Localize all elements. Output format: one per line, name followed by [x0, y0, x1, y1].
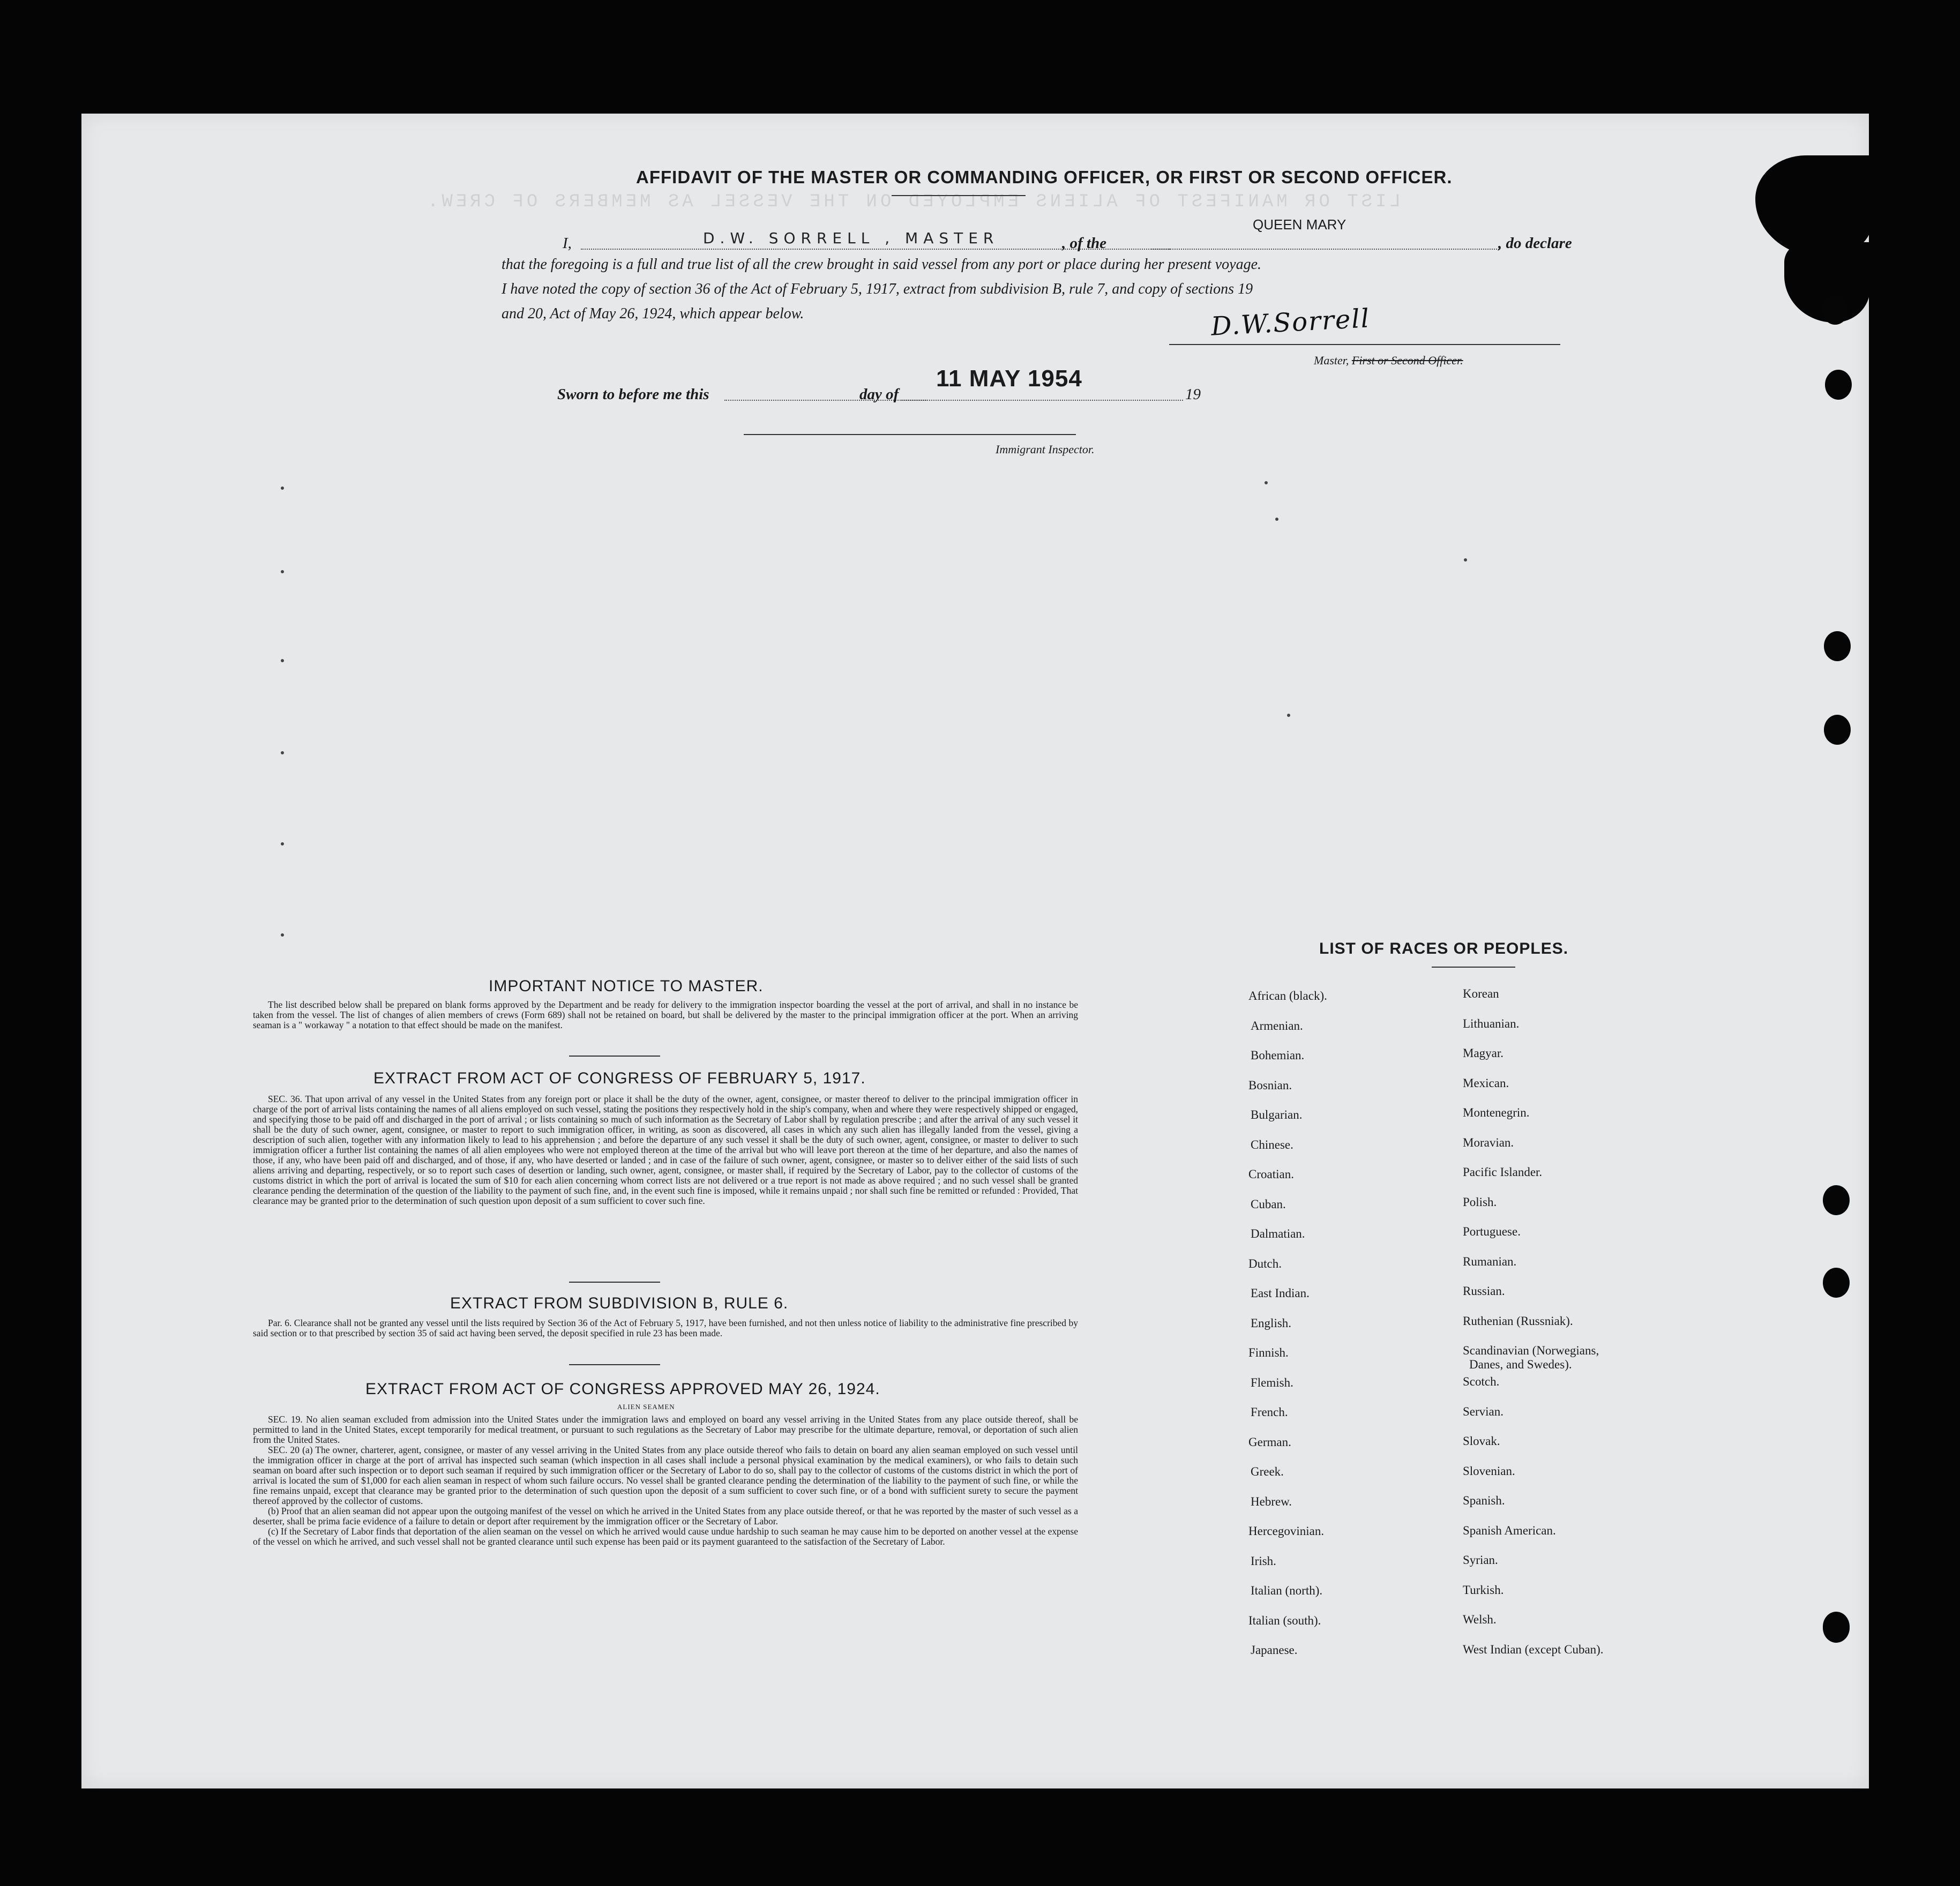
sec-36-paragraph: SEC. 36. That upon arrival of any vessel in the United States from any foreign port or place it shall be the duty of the owner, agent, consignee, or master thereof to deliver to the principal immigration officer in charge of the port of arrival lists containing the names of all aliens employed on such vessel, stating the positions they respectively hold in the ship's company, when and where they were respectively shipped or engaged, and specifying those to be paid off and discharged in the port of arrival ; or lists containing so much of such information as the Secretary of Labor shall by regulation prescribe ; and after the arrival of any such vessel it shall be the duty of such owner, agent, consignee, or master to report to such immigration officer, in writing, as soon as discovered, all cases in which any such alien has illegally landed from the vessel, giving a description of such alien, together with any information likely to lead to his apprehension ; and before the departure of any such vessel it shall be the duty of such owner, agent, consignee, or master to deliver to such immigration officer a further list containing the names of all alien employees who were not employed thereon at the time of the arrival but who will leave port thereon at the time of her departure, and also the names of those, if any, who have been paid off and discharged, and of those, if any, who have deserted or landed ; and in case of the failure of such owner, agent, consignee, or master so to deliver either of the said lists of such aliens arriving and departing, respectively, or so to report such cases of desertion or landing, such owner, agent, consignee, or master shall, if required by the Secretary of Labor, pay to the collector of customs of the customs district in which the port of arrival is located the sum of $10 for each alien concerning whom correct lists are not delivered or a true report is not made as above required ; and no such vessel shall be granted clearance pending the determination of the question of the liability to the payment of such fine, and, in the event such fine is imposed, while it remains unpaid ; nor shall such fine be remitted or refunded : Provided, That clearance may be granted prior to the determination of such question upon deposit of a sum sufficient to cover such fine. [253, 1094, 1078, 1206]
race-item: Scandinavian (Norwegians, [1463, 1344, 1599, 1357]
race-item: Finnish. [1248, 1346, 1289, 1359]
race-item: English. [1251, 1316, 1292, 1330]
race-item: Spanish American. [1463, 1523, 1556, 1537]
of-the-label: , of the [1062, 235, 1106, 252]
race-item: Hercegovinian. [1248, 1524, 1325, 1538]
race-item: Dalmatian. [1251, 1227, 1305, 1240]
notice-paragraph: The list described below shall be prepared on blank forms approved by the Department and be ready for delivery to the immigration inspector boarding the vessel at the port of arrival, and shall in no instance be taken from the vessel. The list of changes of alien members of crews (Form 689) shall not be retained on board, but shall be delivered by the master to the principal immigration officer at the port. When an arriving seaman is a " workaway " a notation to that effect should be made on the manifest. [253, 999, 1078, 1030]
statement-line-2: I have noted the copy of section 36 of the Act of February 5, 1917, extract from subdivision B, rule 7, and copy of sections 19 [502, 281, 1253, 297]
race-item: Bohemian. [1251, 1049, 1305, 1062]
race-item: Cuban. [1251, 1197, 1286, 1211]
race-item: Slovak. [1463, 1434, 1500, 1448]
race-item: Ruthenian (Russniak). [1463, 1314, 1573, 1328]
day-of-label: day of [859, 386, 899, 403]
extract-1924-heading: EXTRACT FROM ACT OF CONGRESS APPROVED MAY 26, 1924. [365, 1380, 880, 1398]
race-item: Mexican. [1463, 1076, 1509, 1090]
race-item: Turkish. [1463, 1583, 1504, 1597]
race-item: Italian (north). [1251, 1584, 1323, 1597]
race-item: Syrian. [1463, 1553, 1498, 1567]
race-item: Scotch. [1463, 1375, 1500, 1388]
sec-20a-paragraph: SEC. 20 (a) The owner, charterer, agent, consignee, or master of any vessel arriving in the United States from any place outside thereof who fails to detain on board any alien seaman employed on such vessel until the immigration officer in charge at the port of arrival has inspected such seaman (which inspection in all cases shall include a personal physical examination by the medical examiners), or who fails to detain such seaman on board after such inspection or to deport such seaman if required by such immigration officer or the Secretary of Labor to do so, shall pay to the collector of customs of the customs district in which the port of arrival is located the sum of $1,000 for each alien seaman in respect of whom such failure occurs. No vessel shall be granted clearance pending the determination of the liability to the payment of such fine, or while the fine remains unpaid, except that clearance may be granted prior to the determination of such question upon the deposit of a sum sufficient to cover such fine, or of a bond with sufficient surety to secure the payment thereof approved by the collector of customs. [253, 1445, 1078, 1506]
vessel-name-field: QUEEN MARY [1253, 216, 1346, 233]
race-item: Russian. [1463, 1284, 1505, 1298]
affidavit-heading: AFFIDAVIT OF THE MASTER OR COMMANDING OFFICER, OR FIRST OR SECOND OFFICER. [636, 167, 1453, 187]
race-item: Flemish. [1251, 1375, 1293, 1389]
punch-hole [1824, 631, 1851, 661]
race-item: Pacific Islander. [1463, 1165, 1543, 1179]
extract-rule6-heading: EXTRACT FROM SUBDIVISION B, RULE 6. [450, 1294, 789, 1312]
sec-20c-paragraph: (c) If the Secretary of Labor finds that deportation of the alien seaman on the vessel on which he arrived would cause undue hardship to such seaman he may cause him to be deported on another vessel at the expense of the vessel on which he arrived, and such vessel shall not be granted clearance until such expense has been paid or its payment guaranteed to the satisfaction of the Secretary of Labor. [253, 1526, 1078, 1547]
punch-hole [1823, 1268, 1850, 1298]
race-item: Croatian. [1248, 1167, 1294, 1181]
races-heading: LIST OF RACES OR PEOPLES. [1319, 940, 1569, 957]
do-declare-label: , do declare [1498, 235, 1572, 252]
sec-20b-paragraph: (b) Proof that an alien seaman did not appear upon the outgoing manifest of the vessel on which he arrived in the United States from any place outside thereof, or that he was reported by the master of such vessel as a deserter, shall be prima facie evidence of a failure to detain or deport after requirement by the immigration officer or the Secretary of Labor. [253, 1506, 1078, 1526]
master-name-field: D.W. SORRELL , MASTER [703, 229, 999, 247]
notice-body [253, 1000, 1078, 1030]
punch-hole [1823, 1612, 1850, 1642]
affidavit-i-label: I, [563, 235, 572, 252]
signature-caption [1314, 354, 1463, 368]
extract-1917-body [253, 1094, 1078, 1206]
race-item: African (black). [1248, 989, 1327, 1002]
punch-hole [1823, 1185, 1850, 1215]
sworn-label: Sworn to before me this [557, 386, 709, 403]
heading-rule [892, 195, 1026, 196]
statement-line-3: and 20, Act of May 26, 1924, which appear below. [502, 305, 804, 322]
inspector-caption: Immigrant Inspector. [996, 443, 1095, 456]
race-item: West Indian (except Cuban). [1463, 1642, 1604, 1656]
document-sheet [81, 114, 1869, 1788]
race-item: Servian. [1463, 1404, 1504, 1418]
date-stamp: 11 MAY 1954 [936, 365, 1082, 392]
par-6-paragraph: Par. 6. Clearance shall not be granted any vessel until the lists required by Section 36 of the Act of February 5, 1917, have been furnished, and not then unless notice of liability to the administrative fine prescribed by said section or to that prescribed by section 35 of said act having been served, the deposit specified in rule 23 has been made. [253, 1318, 1078, 1338]
race-item: French. [1251, 1405, 1288, 1419]
race-item: East Indian. [1251, 1286, 1310, 1300]
statement-line-1: that the foregoing is a full and true list of all the crew brought in said vessel from any port or place during her present voyage. [502, 256, 1262, 273]
race-item: Bulgarian. [1251, 1108, 1303, 1121]
extract-rule6-body [253, 1318, 1078, 1338]
race-item: Dutch. [1248, 1256, 1282, 1270]
race-item: German. [1248, 1435, 1291, 1449]
race-item: Chinese. [1251, 1137, 1293, 1151]
race-item: Japanese. [1251, 1643, 1298, 1657]
punch-hole [1824, 715, 1851, 745]
bleed-through-heading: LIST OR MANIFEST OF ALIENS EMPLOYED ON THE VESSEL AS MEMBERS OF CREW. [424, 192, 1401, 212]
race-item: Welsh. [1463, 1613, 1497, 1626]
sec-19-paragraph: SEC. 19. No alien seaman excluded from admission into the United States under the immigration laws and employed on board any vessel arriving in the United States from any place outside thereof, shall be permitted to land in the United States, except temporarily for medical treatment, or pursuant to such regulations as the Secretary of Labor may prescribe for the ultimate departure, removal, or deportation of such alien from the United States. [253, 1414, 1078, 1445]
race-item: Armenian. [1251, 1019, 1303, 1032]
race-item: Spanish. [1463, 1494, 1505, 1507]
race-item: Moravian. [1463, 1135, 1514, 1149]
race-item: Magyar. [1463, 1046, 1504, 1060]
race-item: Bosnian. [1248, 1078, 1292, 1092]
punch-hole [1822, 295, 1849, 325]
race-item: Hebrew. [1251, 1494, 1292, 1508]
race-item: Korean [1463, 987, 1499, 1000]
extract-1924-body [253, 1414, 1078, 1547]
notice-heading: IMPORTANT NOTICE TO MASTER. [489, 977, 764, 995]
race-item: Irish. [1251, 1554, 1276, 1568]
race-item: Slovenian. [1463, 1464, 1515, 1478]
alien-seamen-subheading: ALIEN SEAMEN [617, 1403, 675, 1411]
extract-1917-heading: EXTRACT FROM ACT OF CONGRESS OF FEBRUARY 5, 1917. [373, 1069, 866, 1087]
punch-hole [1825, 370, 1852, 400]
race-item: Portuguese. [1463, 1225, 1521, 1238]
year-prefix: 19 [1185, 386, 1201, 403]
race-item: Greek. [1251, 1465, 1284, 1478]
race-item: Danes, and Swedes). [1469, 1358, 1572, 1371]
race-item: Polish. [1463, 1195, 1497, 1209]
race-item: Montenegrin. [1463, 1106, 1530, 1119]
master-signature: D.W.Sorrell [1210, 303, 1371, 342]
race-item: Italian (south). [1248, 1613, 1321, 1627]
caption-master: Master, [1314, 354, 1349, 367]
race-item: Lithuanian. [1463, 1016, 1520, 1030]
caption-struck-officer: First or Second Officer. [1351, 354, 1463, 367]
race-item: Rumanian. [1463, 1254, 1517, 1268]
